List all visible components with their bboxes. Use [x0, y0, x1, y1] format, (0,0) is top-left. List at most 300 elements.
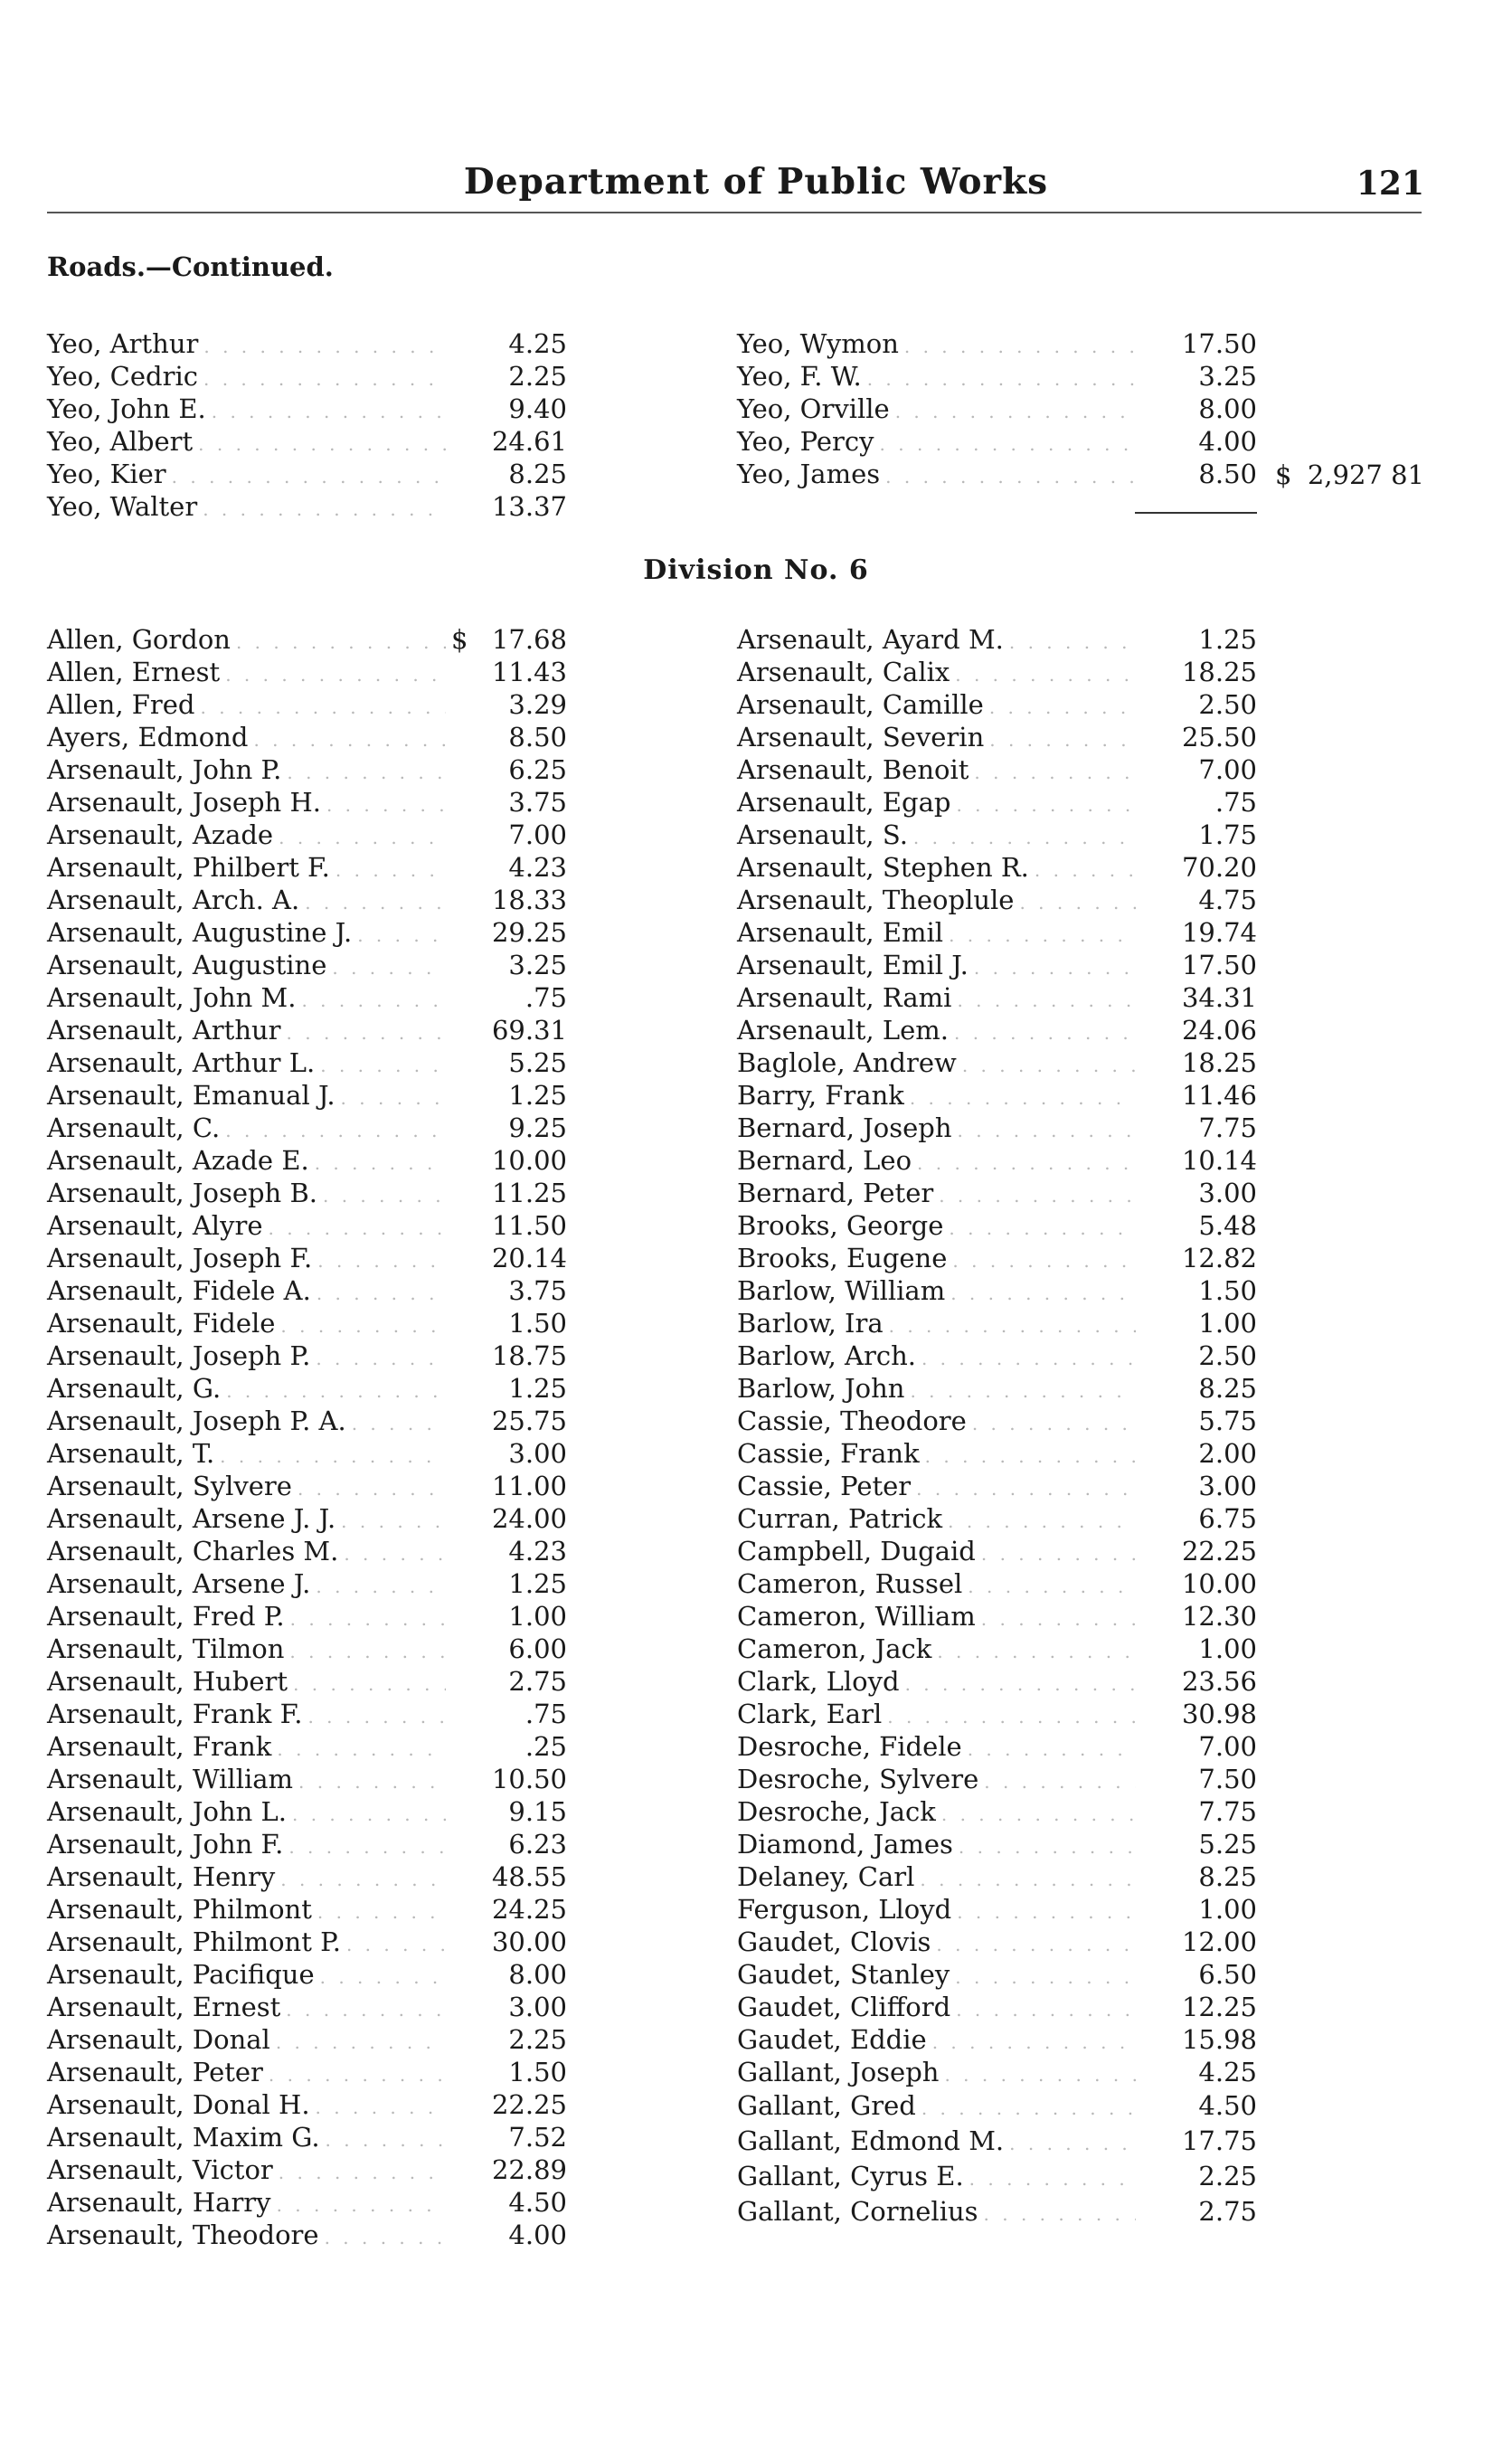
page-title: Department of Public Works — [463, 161, 1049, 203]
ledger-entry — [47, 490, 567, 523]
entry-amount: 11.50 — [491, 1210, 567, 1241]
entry-name: Delaney, Carl — [737, 1861, 915, 1892]
leader-dots — [307, 1700, 446, 1733]
entry-name: Arsenault, Camille — [737, 689, 984, 720]
entry-amount: 4.25 — [508, 328, 567, 359]
entry-amount: 20.14 — [491, 1243, 567, 1273]
leader-dots — [320, 1049, 446, 1082]
leader-dots — [885, 460, 1136, 493]
entry-amount: 1.00 — [508, 1601, 567, 1632]
entry-name: Arsenault, Benoit — [737, 754, 969, 785]
entry-amount: 1.25 — [1198, 624, 1257, 655]
leader-dots — [972, 1407, 1136, 1440]
leader-dots — [968, 1733, 1136, 1765]
ledger-entry — [47, 2186, 567, 2219]
leader-dots — [286, 1993, 446, 2026]
entry-name: Bernard, Leo — [737, 1145, 912, 1176]
entry-name: Arsenault, Sylvere — [47, 1471, 292, 1501]
ledger-entry — [47, 949, 567, 981]
entry-name: Arsenault, Azade — [47, 819, 274, 850]
entry-amount: 25.50 — [1181, 722, 1257, 752]
entry-amount: 48.55 — [491, 1861, 567, 1892]
entry-amount: 24.25 — [491, 1894, 567, 1925]
entry-name: Yeo, Walter — [47, 491, 198, 522]
leader-dots — [989, 691, 1136, 724]
currency-sign: $ — [451, 624, 468, 655]
ledger-entry — [737, 1405, 1257, 1437]
entry-name: Arsenault, Emil — [737, 917, 944, 948]
entry-name: Gallant, Edmond M. — [737, 2125, 1005, 2156]
entry-amount: 2.50 — [1198, 689, 1257, 720]
entry-amount: 7.00 — [1198, 754, 1257, 785]
total-currency-sign: $ — [1275, 459, 1292, 490]
leader-dots — [317, 1245, 446, 1277]
ledger-entry — [737, 884, 1257, 916]
leader-dots — [962, 1049, 1136, 1082]
entry-name: Arsenault, Augustine — [47, 950, 327, 980]
ledger-entry — [737, 1958, 1257, 1991]
entry-name: Yeo, F. W. — [737, 361, 862, 392]
entry-name: Cassie, Frank — [737, 1438, 920, 1469]
ledger-entry — [737, 1372, 1257, 1405]
leader-dots — [316, 1570, 446, 1603]
ledger-entry — [47, 884, 567, 916]
entry-amount: 22.89 — [491, 2154, 567, 2185]
entry-amount: 4.50 — [508, 2187, 567, 2218]
entry-amount: 9.40 — [508, 393, 567, 424]
entry-amount: 30.98 — [1181, 1699, 1257, 1729]
ledger-entry — [47, 1991, 567, 2023]
leader-dots — [925, 1440, 1136, 1472]
leader-dots — [203, 363, 446, 395]
leader-dots — [298, 1472, 446, 1505]
entry-amount: 4.23 — [508, 852, 567, 883]
ledger-entry — [737, 1307, 1257, 1339]
ledger-entry — [47, 1079, 567, 1112]
leader-dots — [280, 1863, 446, 1896]
ledger-entry — [47, 1893, 567, 1926]
entry-name: Desroche, Fidele — [737, 1731, 962, 1762]
entry-name: Arsenault, Ernest — [47, 1992, 281, 2022]
entry-amount: 29.25 — [491, 917, 567, 948]
division-heading: Division No. 6 — [643, 554, 869, 586]
ledger-entry — [737, 1274, 1257, 1307]
leader-dots — [276, 2026, 446, 2059]
entry-name: Arsenault, Joseph B. — [47, 1178, 317, 1208]
entry-name: Arsenault, Calix — [737, 657, 950, 687]
ledger-entry — [47, 688, 567, 721]
leader-dots — [968, 1570, 1136, 1603]
entry-name: Arsenault, Egap — [737, 787, 951, 818]
entry-name: Arsenault, Ayard M. — [737, 624, 1004, 655]
ledger-entry — [737, 2088, 1257, 2124]
entry-amount: 2.25 — [1198, 2161, 1257, 2191]
ledger-entry — [737, 819, 1257, 851]
ledger-entry — [47, 1600, 567, 1633]
ledger-entry — [737, 1828, 1257, 1860]
entry-name: Arsenault, Philbert F. — [47, 852, 330, 883]
ledger-entry — [737, 360, 1257, 393]
entry-name: Gallant, Gred — [737, 2090, 916, 2121]
ledger-entry — [47, 1209, 567, 1242]
entry-name: Arsenault, Alyre — [47, 1210, 263, 1241]
leader-dots — [305, 886, 446, 919]
entry-amount: 6.23 — [508, 1829, 567, 1860]
leader-dots — [981, 1538, 1136, 1570]
leader-dots — [352, 1407, 446, 1440]
leader-dots — [905, 1668, 1136, 1700]
entry-name: Gaudet, Eddie — [737, 2024, 927, 2055]
leader-dots — [287, 1017, 446, 1049]
top-entries-left-column — [47, 327, 567, 523]
ledger-entry — [737, 949, 1257, 981]
entry-name: Clark, Lloyd — [737, 1666, 900, 1697]
division-right-column — [737, 623, 1257, 2229]
leader-dots — [269, 1212, 447, 1245]
ledger-entry — [737, 1665, 1257, 1698]
entry-amount: 69.31 — [491, 1015, 567, 1046]
ledger-entry — [47, 851, 567, 884]
entry-amount: 10.00 — [1181, 1568, 1257, 1599]
ledger-entry — [47, 1014, 567, 1046]
leader-dots — [226, 1375, 446, 1407]
ledger-entry — [737, 916, 1257, 949]
entry-amount: .75 — [1214, 787, 1257, 818]
leader-dots — [956, 789, 1136, 821]
entry-name: Cameron, Jack — [737, 1633, 932, 1664]
ledger-entry — [737, 327, 1257, 360]
entry-amount: 12.82 — [1181, 1243, 1257, 1273]
leader-dots — [172, 460, 446, 493]
leader-dots — [298, 1765, 446, 1798]
entry-amount: 1.00 — [1198, 1633, 1257, 1664]
entry-name: Gaudet, Stanley — [737, 1959, 950, 1990]
entry-name: Brooks, Eugene — [737, 1243, 948, 1273]
ledger-entry — [47, 1242, 567, 1274]
leader-dots — [920, 1863, 1136, 1896]
ledger-entry — [737, 1079, 1257, 1112]
entry-name: Arsenault, Joseph F. — [47, 1243, 313, 1273]
leader-dots — [981, 1603, 1136, 1635]
entry-name: Gallant, Joseph — [737, 2057, 940, 2087]
entry-amount: 7.75 — [1198, 1796, 1257, 1827]
leader-dots — [904, 330, 1136, 363]
entry-name: Barry, Frank — [737, 1080, 904, 1111]
entry-amount: 18.75 — [491, 1340, 567, 1371]
entry-amount: 11.25 — [491, 1178, 567, 1208]
ledger-entry — [737, 458, 1257, 490]
entry-amount: 4.50 — [1198, 2090, 1257, 2121]
ledger-entry — [47, 1535, 567, 1567]
leader-dots — [917, 1147, 1136, 1179]
ledger-entry — [737, 1991, 1257, 2023]
leader-dots — [341, 1082, 446, 1114]
entry-name: Cassie, Peter — [737, 1471, 912, 1501]
entry-name: Yeo, Percy — [737, 426, 874, 457]
leader-dots — [949, 1212, 1136, 1245]
leader-dots — [895, 395, 1136, 428]
leader-dots — [944, 2059, 1136, 2091]
leader-dots — [288, 1831, 446, 1863]
entry-name: Arsenault, Rami — [737, 982, 952, 1013]
entry-name: Yeo, Wymon — [737, 328, 899, 359]
ledger-entry — [47, 2023, 567, 2056]
leader-dots — [203, 493, 446, 525]
entry-amount: 1.75 — [1198, 819, 1257, 850]
leader-dots — [335, 854, 446, 886]
entry-amount: 23.56 — [1181, 1666, 1257, 1697]
ledger-entry — [737, 1730, 1257, 1763]
entry-amount: 3.00 — [508, 1992, 567, 2022]
leader-dots — [941, 1798, 1136, 1831]
entry-amount: 5.25 — [1198, 1829, 1257, 1860]
ledger-entry — [47, 1926, 567, 1958]
leader-dots — [316, 1342, 446, 1375]
entry-amount: 18.25 — [1181, 657, 1257, 687]
entry-amount: 4.00 — [1198, 426, 1257, 457]
entry-name: Arsenault, Arthur L. — [47, 1047, 316, 1078]
entry-name: Arsenault, Theodore — [47, 2220, 319, 2250]
entry-name: Arsenault, John F. — [47, 1829, 284, 1860]
leader-dots — [932, 2026, 1136, 2059]
leader-dots — [212, 395, 446, 428]
entry-name: Gaudet, Clovis — [737, 1926, 931, 1957]
entry-name: Arsenault, Fidele — [47, 1308, 276, 1339]
leader-dots — [346, 1928, 446, 1961]
leader-dots — [225, 658, 446, 691]
entry-name: Arsenault, Azade E. — [47, 1145, 309, 1176]
entry-name: Barlow, Ira — [737, 1308, 884, 1339]
leader-dots — [1035, 854, 1136, 886]
entry-name: Cassie, Theodore — [737, 1406, 967, 1436]
leader-dots — [289, 1635, 446, 1668]
entry-name: Bernard, Joseph — [737, 1112, 952, 1143]
leader-dots — [969, 2162, 1136, 2197]
leader-dots — [220, 1440, 446, 1472]
ledger-entry — [737, 425, 1257, 458]
entry-name: Diamond, James — [737, 1829, 953, 1860]
leader-dots — [1009, 626, 1136, 658]
entry-amount: 4.23 — [508, 1536, 567, 1566]
ledger-entry — [47, 1665, 567, 1698]
ledger-entry — [737, 1698, 1257, 1730]
leader-dots — [341, 1505, 446, 1538]
entry-name: Curran, Patrick — [737, 1503, 943, 1534]
entry-amount: 7.75 — [1198, 1112, 1257, 1143]
entry-name: Arsenault, Lem. — [737, 1015, 949, 1046]
page-number: 121 — [1356, 165, 1424, 203]
leader-dots — [279, 821, 446, 854]
ledger-entry — [737, 1339, 1257, 1372]
entry-name: Arsenault, Donal — [47, 2024, 270, 2055]
entry-amount: 3.75 — [508, 787, 567, 818]
entry-name: Brooks, George — [737, 1210, 944, 1241]
entry-name: Arsenault, Fred P. — [47, 1601, 285, 1632]
entry-name: Arsenault, Hubert — [47, 1666, 288, 1697]
leader-dots — [225, 1114, 446, 1147]
entry-name: Arsenault, Arthur — [47, 1015, 281, 1046]
leader-dots — [323, 1179, 446, 1212]
entry-amount: 15.98 — [1181, 2024, 1257, 2055]
entry-name: Ferguson, Lloyd — [737, 1894, 952, 1925]
leader-dots — [957, 984, 1136, 1017]
entry-name: Gallant, Cyrus E. — [737, 2161, 964, 2191]
leader-dots — [954, 1017, 1136, 1049]
ledger-entry — [737, 623, 1257, 656]
entry-amount: 1.00 — [1198, 1894, 1257, 1925]
ledger-entry — [737, 1535, 1257, 1567]
entry-name: Arsenault, C. — [47, 1112, 221, 1143]
entry-name: Arsenault, Charles M. — [47, 1536, 339, 1566]
entry-name: Allen, Ernest — [47, 657, 221, 687]
ledger-entry — [47, 360, 567, 393]
ledger-entry — [47, 425, 567, 458]
ledger-entry — [737, 1893, 1257, 1926]
entry-amount: 1.50 — [508, 1308, 567, 1339]
ledger-entry — [47, 1730, 567, 1763]
ledger-entry — [737, 1209, 1257, 1242]
leader-dots — [279, 2156, 446, 2189]
leader-dots — [949, 919, 1136, 951]
leader-dots — [984, 1765, 1136, 1798]
entry-amount: 11.43 — [491, 657, 567, 687]
leader-dots — [317, 1896, 446, 1928]
leader-dots — [317, 1277, 446, 1310]
entry-amount: .25 — [524, 1731, 567, 1762]
ledger-entry — [737, 1926, 1257, 1958]
entry-amount: 19.74 — [1181, 917, 1257, 948]
leader-dots — [203, 330, 446, 363]
entry-amount: 2.75 — [1198, 2196, 1257, 2227]
entry-amount: 1.50 — [1198, 1275, 1257, 1306]
ledger-entry — [47, 2088, 567, 2121]
leader-dots — [344, 1538, 446, 1570]
entry-amount: 6.50 — [1198, 1959, 1257, 1990]
leader-dots — [277, 1733, 446, 1765]
entry-name: Gallant, Cornelius — [737, 2196, 978, 2227]
entry-name: Arsenault, Arsene J. — [47, 1568, 311, 1599]
entry-name: Arsenault, John P. — [47, 754, 282, 785]
entry-amount: 11.00 — [491, 1471, 567, 1501]
leader-dots — [937, 1635, 1136, 1668]
entry-amount: 5.25 — [508, 1047, 567, 1078]
entry-name: Arsenault, Victor — [47, 2154, 273, 2185]
ledger-entry — [47, 2219, 567, 2251]
entry-amount: 12.00 — [1181, 1926, 1257, 1957]
ledger-entry — [737, 1795, 1257, 1828]
ledger-entry — [737, 2194, 1257, 2229]
ledger-entry — [47, 1470, 567, 1502]
entry-name: Arsenault, Henry — [47, 1861, 276, 1892]
ledger-entry — [737, 753, 1257, 786]
entry-name: Arsenault, Joseph P. A. — [47, 1406, 346, 1436]
leader-dots — [948, 1505, 1136, 1538]
leader-dots — [955, 1961, 1136, 1993]
section-total-amount: 2,927 81 — [1307, 459, 1424, 490]
leader-dots — [910, 1375, 1136, 1407]
entry-name: Arsenault, Arch. A. — [47, 885, 300, 915]
ledger-entry — [737, 1567, 1257, 1600]
leader-dots — [959, 1831, 1136, 1863]
ledger-entry — [47, 1763, 567, 1795]
entry-amount: 70.20 — [1181, 852, 1257, 883]
ledger-entry — [737, 786, 1257, 819]
ledger-entry — [47, 1046, 567, 1079]
entry-amount: 8.00 — [508, 1959, 567, 1990]
ledger-entry — [47, 2153, 567, 2186]
entry-amount: 13.37 — [491, 491, 567, 522]
leader-dots — [200, 691, 446, 724]
entry-amount: 3.00 — [1198, 1178, 1257, 1208]
entry-name: Arsenault, Pacifique — [47, 1959, 315, 1990]
entry-amount: 24.06 — [1181, 1015, 1257, 1046]
entry-amount: 12.30 — [1181, 1601, 1257, 1632]
ledger-entry — [737, 688, 1257, 721]
entry-name: Arsenault, Emanual J. — [47, 1080, 335, 1111]
entry-name: Campbell, Dugaid — [737, 1536, 976, 1566]
entry-amount: 18.25 — [1181, 1047, 1257, 1078]
leader-dots — [292, 1798, 446, 1831]
leader-dots — [913, 821, 1136, 854]
entry-name: Arsenault, Joseph P. — [47, 1340, 311, 1371]
leader-dots — [315, 1147, 446, 1179]
ledger-entry — [737, 1763, 1257, 1795]
entry-name: Barlow, John — [737, 1373, 905, 1404]
leader-dots — [955, 658, 1136, 691]
ledger-entry — [47, 656, 567, 688]
leader-dots — [290, 1603, 446, 1635]
entry-amount: 1.50 — [508, 2057, 567, 2087]
entry-amount: 4.25 — [1198, 2057, 1257, 2087]
leader-dots — [910, 1082, 1136, 1114]
entry-name: Arsenault, Tilmon — [47, 1633, 285, 1664]
ledger-entry — [47, 1828, 567, 1860]
ledger-entry — [737, 851, 1257, 884]
ledger-entry — [47, 1112, 567, 1144]
entry-amount: 1.25 — [508, 1373, 567, 1404]
ledger-entry — [47, 1177, 567, 1209]
entry-name: Arsenault, Severin — [737, 722, 985, 752]
ledger-entry — [47, 1405, 567, 1437]
leader-dots — [1009, 2126, 1136, 2162]
entry-amount: 12.25 — [1181, 1992, 1257, 2022]
ledger-entry — [47, 1437, 567, 1470]
entry-name: Arsenault, Philmont P. — [47, 1926, 341, 1957]
entry-amount: 4.00 — [508, 2220, 567, 2250]
leader-dots — [301, 984, 446, 1017]
ledger-entry — [47, 1567, 567, 1600]
ledger-entry — [737, 2056, 1257, 2088]
leader-dots — [958, 1114, 1136, 1147]
ledger-entry — [47, 327, 567, 360]
ledger-entry — [47, 721, 567, 753]
entry-name: Barlow, William — [737, 1275, 946, 1306]
entry-name: Arsenault, John L. — [47, 1796, 287, 1827]
ledger-entry — [47, 1502, 567, 1535]
entry-amount: .75 — [524, 1699, 567, 1729]
entry-amount: 1.25 — [508, 1568, 567, 1599]
leader-dots — [316, 2091, 446, 2124]
entry-name: Arsenault, T. — [47, 1438, 215, 1469]
ledger-entry — [47, 1958, 567, 1991]
ledger-entry — [47, 2121, 567, 2153]
leader-dots — [332, 951, 446, 984]
entry-amount: 3.75 — [508, 1275, 567, 1306]
ledger-entry — [737, 721, 1257, 753]
ledger-entry — [737, 1860, 1257, 1893]
ledger-entry — [47, 916, 567, 949]
leader-dots — [357, 919, 446, 951]
